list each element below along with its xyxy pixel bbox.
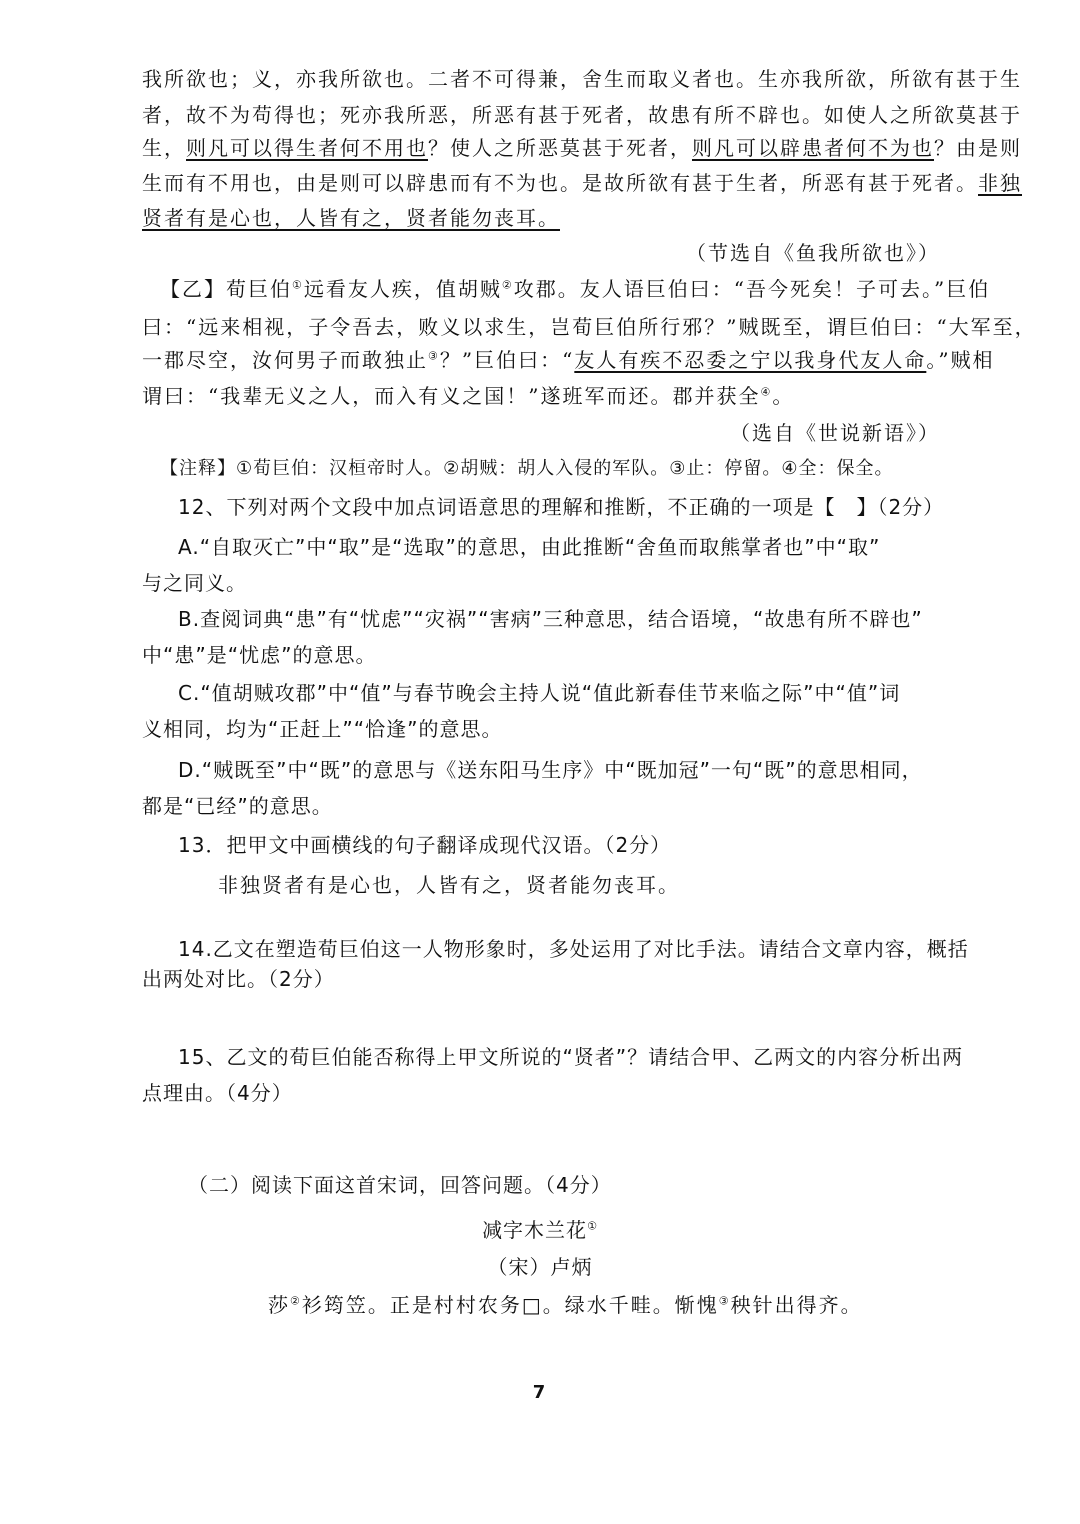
yi-line-1 — [160, 276, 990, 302]
yi-text: 。”贼相 — [926, 348, 995, 372]
q12-stem: 12、下列对两个文段中加点词语意思的理解和推断，不正确的一项是【 】（2分） — [178, 495, 945, 519]
yi-source: （选自《世说新语》） — [730, 421, 940, 445]
q12-option-d-cont: 都是“已经”的意思。 — [142, 794, 333, 818]
yi-text: 远看友人疾，值胡贼 — [303, 277, 502, 301]
yi-text: 。 — [772, 384, 795, 408]
footnote-mark: ③ — [718, 1294, 731, 1308]
q12-option-a-cont: 与之同义。 — [142, 571, 247, 595]
footnote-mark: ② — [501, 278, 514, 292]
q12-option-b-cont: 中“患”是“忧虑”的意思。 — [142, 643, 377, 667]
q12-option-c-cont: 义相同，均为“正赶上”“恰逢”的意思。 — [142, 717, 503, 741]
q14-stem: 14.乙文在塑造荀巨伯这一人物形象时，多处运用了对比手法。请结合文章内容，概括 — [178, 937, 969, 961]
poem-author: （宋）卢炳 — [487, 1255, 593, 1279]
q12-option-c: C.“值胡贼攻郡”中“值”与春节晚会主持人说“值此新春佳节来临之际”中“值”词 — [178, 681, 901, 705]
yi-line-4 — [142, 383, 794, 409]
jia-line-3 — [142, 135, 1022, 161]
poem-line-1 — [268, 1292, 863, 1318]
footnote-mark: ② — [290, 1294, 302, 1308]
q15-stem-cont: 点理由。（4分） — [142, 1081, 293, 1105]
page-number: 7 — [532, 1382, 548, 1403]
q12-option-b: B.查阅词典“患”有“忧虑”“灾祸”“害病”三种意思，结合语境，“故患有所不辟也” — [178, 607, 923, 631]
q15-stem: 15、乙文的荀巨伯能否称得上甲文所说的“贤者”？请结合甲、乙两文的内容分析出两 — [178, 1045, 964, 1069]
poem-text: 衫筠笠。正是村村农务□。绿水千畦。惭愧 — [301, 1293, 719, 1317]
footnote-mark: ① — [292, 278, 304, 292]
jia-text: 生而有不用也，由是则可以辟患而有不为也。是故所欲有甚于生者，所恶有甚于死者。 — [142, 171, 978, 195]
underlined-sentence: 则凡可以辟患者何不为也 — [692, 136, 934, 160]
jia-line-5-underlined: 贤者有是心也，人皆有之，贤者能勿丧耳。 — [142, 206, 560, 230]
underlined-sentence: 非独 — [978, 171, 1022, 195]
poem-text: 秧针出得齐。 — [730, 1293, 863, 1317]
annotation-notes: 【注释】①荀巨伯：汉桓帝时人。②胡贼：胡人入侵的军队。③止：停留。④全：保全。 — [160, 458, 894, 479]
yi-line-3 — [142, 347, 995, 373]
underlined-sentence: 友人有疾不忍委之宁以我身代友人命 — [574, 348, 927, 372]
yi-line-2: 曰：“远来相视，子令吾去，败义以求生，岂荀巨伯所行邪？”贼既至，谓巨伯曰：“大军至， — [142, 315, 1037, 339]
footnote-mark: ③ — [428, 349, 440, 363]
poem-title — [0, 1217, 1080, 1243]
jia-line-2: 者，故不为苟得也；死亦我所恶，所恶有甚于死者，故患有所不辟也。如使人之所欲莫甚于 — [142, 103, 1022, 127]
poem-text: 莎 — [268, 1293, 290, 1317]
part2-heading: （二）阅读下面这首宋词，回答问题。（4分） — [188, 1173, 612, 1197]
jia-text: ？由是则 — [934, 136, 1022, 160]
footnote-mark: ④ — [760, 385, 773, 399]
jia-text: 生， — [142, 136, 186, 160]
jia-line-4 — [142, 170, 1022, 196]
yi-text: 一郡尽空，汝何男子而敢独止 — [142, 348, 428, 372]
footnote-mark: ① — [587, 1219, 598, 1233]
yi-text: ？”巨伯曰：“ — [439, 348, 575, 372]
yi-text: 【乙】荀巨伯 — [160, 277, 292, 301]
q13-sentence: 非独贤者有是心也，人皆有之，贤者能勿丧耳。 — [218, 873, 680, 897]
yi-text: 攻郡。友人语巨伯曰：“吾今死矣！子可去。”巨伯 — [513, 277, 991, 301]
q13-stem: 13．把甲文中画横线的句子翻译成现代汉语。（2分） — [178, 833, 672, 857]
jia-source: （节选自《鱼我所欲也》） — [686, 241, 940, 265]
q14-stem-cont: 出两处对比。（2分） — [142, 967, 335, 991]
poem-title-text: 减字木兰花 — [482, 1218, 588, 1242]
q12-option-a: A.“自取灭亡”中“取”是“选取”的意思，由此推断“舍鱼而取熊掌者也”中“取” — [178, 535, 881, 559]
jia-line-1: 我所欲也；义，亦我所欲也。二者不可得兼，舍生而取义者也。生亦我所欲，所欲有甚于生 — [142, 67, 1022, 91]
jia-text: ？使人之所恶莫甚于死者， — [428, 136, 692, 160]
underlined-sentence: 则凡可以得生者何不用也 — [186, 136, 428, 160]
q12-option-d: D.“贼既至”中“既”的意思与《送东阳马生序》中“既加冠”一句“既”的意思相同， — [178, 758, 923, 782]
yi-text: 谓曰：“我辈无义之人，而入有义之国！”遂班军而还。郡并获全 — [142, 384, 761, 408]
